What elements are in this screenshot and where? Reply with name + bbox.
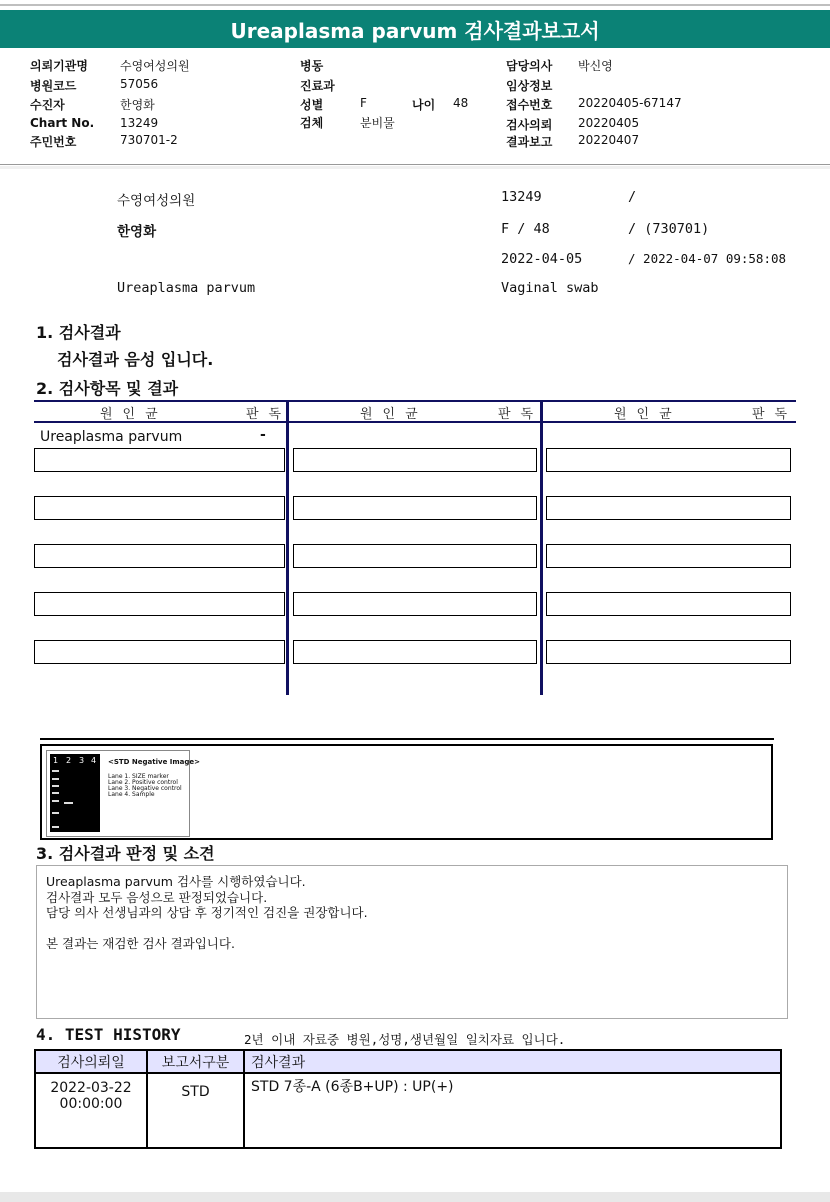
marker-band (52, 812, 59, 814)
header-value: 57056 (120, 77, 159, 91)
positive-band (64, 802, 73, 804)
result-cell (34, 592, 285, 616)
header-label: 결과보고 (506, 135, 553, 149)
result-cell (293, 592, 537, 616)
lane-label: 1 (53, 756, 59, 765)
result-cell (546, 448, 791, 472)
header-label: 임상정보 (506, 79, 553, 93)
history-header: 보고서구분 (147, 1050, 244, 1073)
history-date: 2022-03-22 (50, 1080, 132, 1096)
table-row (35, 1073, 781, 1148)
header-label: 담당의사 (506, 59, 553, 73)
gel-caption-line: Lane 1. SIZE marker (108, 773, 169, 780)
header-value: 730701-2 (120, 133, 178, 147)
header-label: 의뢰기관명 (30, 59, 88, 73)
header-value: 20220405 (578, 116, 640, 130)
col-header-judge: 판독 (498, 407, 544, 422)
grid-divider (540, 400, 543, 695)
result-cell (293, 640, 537, 664)
marker-band (52, 778, 59, 780)
grid-top-line (34, 400, 796, 402)
marker-band (52, 826, 59, 828)
history-table (34, 1049, 782, 1149)
header-divider (0, 164, 830, 165)
header-label: 병동 (300, 59, 324, 73)
section-2-title: 2. 검사항목 및 결과 (36, 379, 179, 398)
gel-caption-title: <STD Negative Image> (108, 758, 201, 766)
header-divider-shadow (0, 166, 830, 169)
result-cell (34, 544, 285, 568)
summary-test: Ureaplasma parvum (117, 280, 256, 296)
result-cell (546, 592, 791, 616)
opinion-line: 담당 의사 선생님과의 상담 후 정기적인 검진을 권장합니다. (46, 905, 368, 920)
header-value: 한영화 (120, 98, 155, 112)
header-value: 20220407 (578, 133, 640, 147)
header-label: 나이 (412, 98, 436, 112)
summary-report-date: / 2022-04-07 09:58:08 (628, 251, 787, 266)
history-header: 검사의뢰일 (35, 1050, 147, 1073)
history-header-row (35, 1050, 781, 1073)
top-border (0, 4, 830, 6)
result-cell (34, 640, 285, 664)
header-label: 진료과 (300, 79, 335, 93)
col-header-judge: 판독 (752, 407, 798, 422)
lane-label: 3 (79, 756, 85, 765)
opinion-line: 본 결과는 재검한 검사 결과입니다. (46, 936, 235, 951)
marker-band (52, 800, 59, 802)
page-bottom-strip (0, 1192, 830, 1202)
history-time: 00:00:00 (59, 1096, 123, 1112)
header-value: 48 (453, 96, 469, 110)
marker-band (52, 785, 59, 787)
section-4-title: 4. TEST HISTORY (36, 1025, 181, 1044)
history-date-cell (35, 1073, 147, 1148)
gel-caption-line: Lane 3. Negative control (108, 785, 182, 792)
header-label: Chart No. (30, 116, 95, 130)
marker-band (52, 792, 59, 794)
header-label: 병원코드 (30, 79, 77, 93)
result-cell (546, 496, 791, 520)
summary-slash: / (628, 189, 637, 205)
col-header-pathogen: 원인균 (614, 407, 682, 422)
opinion-line: 검사결과 모두 음성으로 판정되었습니다. (46, 890, 268, 905)
summary-chart: 13249 (501, 189, 542, 205)
gel-electrophoresis-image (50, 754, 100, 832)
result-cell (34, 448, 285, 472)
result-cell (293, 448, 537, 472)
summary-idno: / (730701) (628, 221, 710, 237)
gel-caption-line: Lane 4. Sample (108, 791, 155, 798)
section-1-title: 1. 검사결과 (36, 323, 121, 342)
header-label: 성별 (300, 98, 324, 112)
summary-clinic: 수영여성의원 (117, 193, 196, 209)
section-1-text: 검사결과 음성 입니다. (57, 350, 214, 369)
header-label: 검체 (300, 116, 324, 130)
result-cell (293, 544, 537, 568)
summary-request-date: 2022-04-05 (501, 251, 583, 267)
header-value: 수영여성의원 (120, 59, 190, 73)
header-label: 검사의뢰 (506, 118, 553, 132)
lane-label: 2 (66, 756, 72, 765)
pathogen-result: - (260, 427, 266, 443)
header-value: 분비물 (360, 116, 395, 130)
grid-divider (286, 400, 289, 695)
gel-top-line (40, 738, 774, 740)
history-result: STD 7종-A (6종B+UP) : UP(+) (244, 1073, 781, 1148)
pathogen-name: Ureaplasma parvum (40, 429, 183, 445)
result-cell (34, 496, 285, 520)
header-value: 13249 (120, 116, 159, 130)
opinion-line: Ureaplasma parvum 검사를 시행하였습니다. (46, 874, 306, 889)
col-header-pathogen: 원인균 (360, 407, 428, 422)
header-value: F (360, 96, 367, 110)
header-value: 박신영 (578, 59, 613, 73)
header-label: 주민번호 (30, 135, 77, 149)
result-cell (293, 496, 537, 520)
history-header: 검사결과 (244, 1050, 781, 1073)
lane-label: 4 (91, 756, 97, 765)
gel-caption-line: Lane 2. Positive control (108, 779, 178, 786)
marker-band (52, 770, 59, 772)
header-label: 수진자 (30, 98, 65, 112)
result-cell (546, 544, 791, 568)
section-3-title: 3. 검사결과 판정 및 소견 (36, 844, 215, 863)
summary-sex-age: F / 48 (501, 221, 550, 237)
header-value: 20220405-67147 (578, 96, 682, 110)
result-cell (546, 640, 791, 664)
summary-patient: 한영화 (117, 224, 157, 240)
col-header-judge: 판독 (246, 407, 292, 422)
col-header-pathogen: 원인균 (100, 407, 168, 422)
history-note: 2년 이내 자료중 병원,성명,생년월일 일치자료 입니다. (244, 1032, 566, 1047)
history-type: STD (147, 1073, 244, 1148)
header-label: 접수번호 (506, 98, 553, 112)
report-title: Ureaplasma parvum 검사결과보고서 (0, 10, 830, 48)
summary-specimen: Vaginal swab (501, 280, 599, 296)
